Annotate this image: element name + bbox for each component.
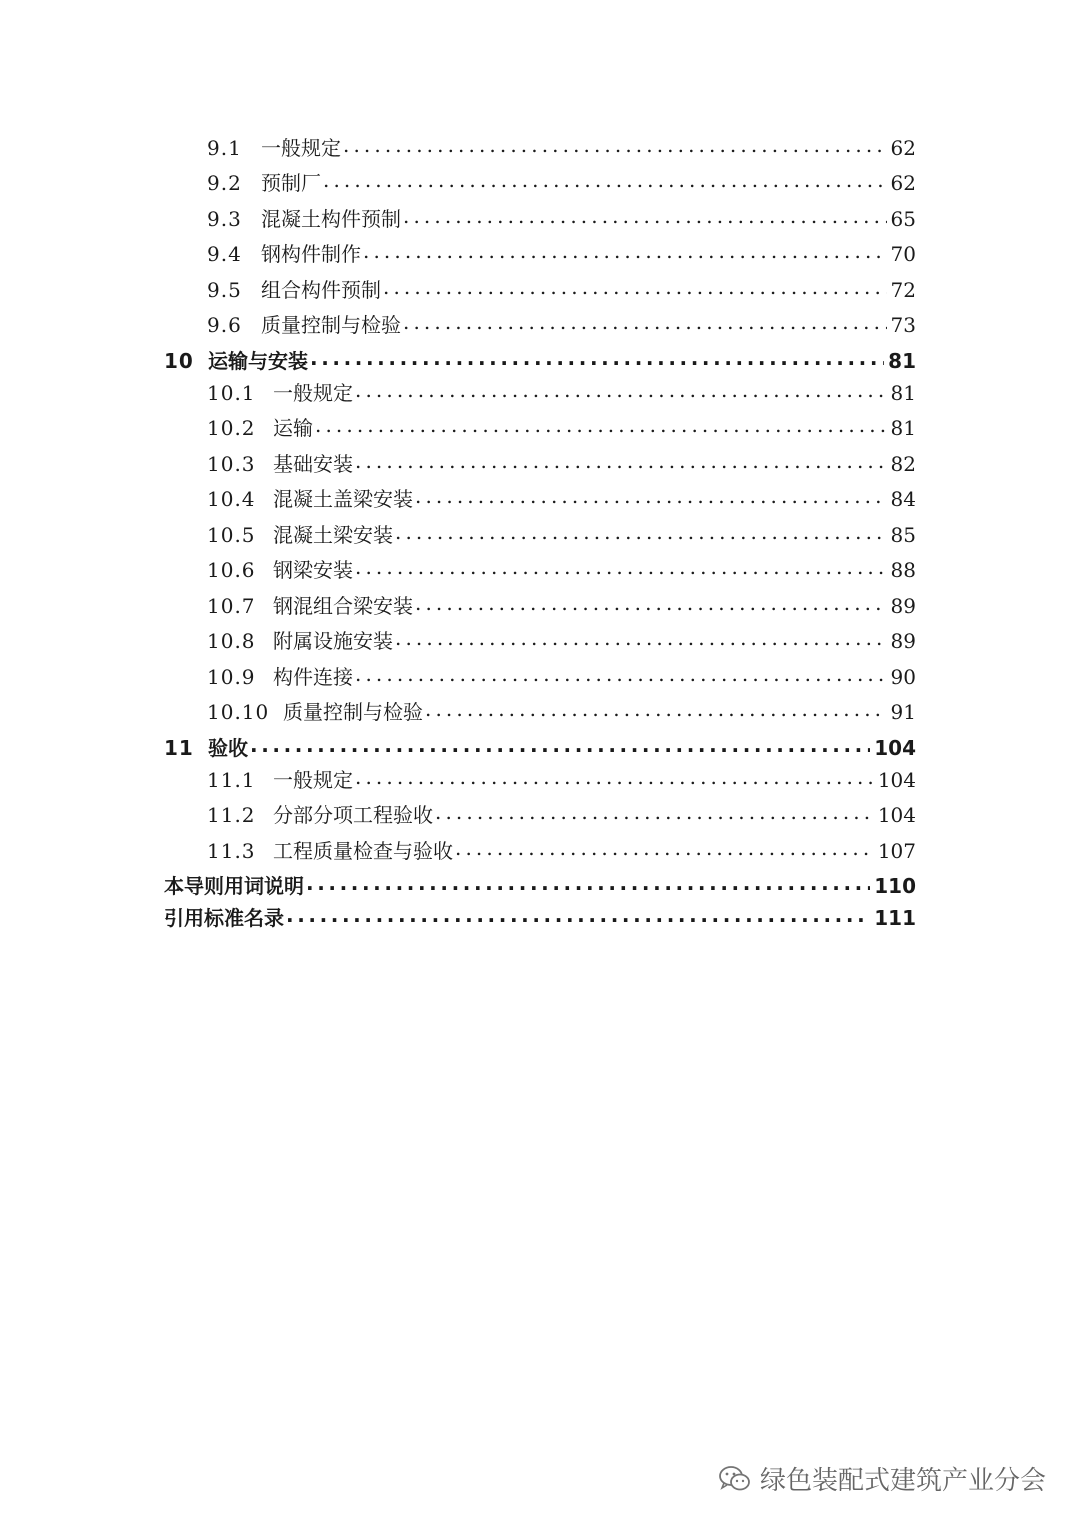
toc-entry-number: 9.5 [207, 278, 242, 302]
toc-entry-title: 钢梁安装 [273, 558, 353, 582]
toc-entry-title: 一般规定 [261, 136, 341, 160]
toc-entry-10-6[interactable] [164, 558, 916, 582]
toc-entry-11-2[interactable] [164, 803, 916, 827]
toc-entry-10-7[interactable] [164, 594, 916, 618]
toc-chapter-title: 运输与安装 [208, 349, 308, 373]
toc-entry-number: 10.10 [207, 700, 270, 724]
toc-entry-11-1[interactable] [164, 768, 916, 792]
toc-entry-number: 11.1 [207, 768, 256, 792]
toc-entry-10-9[interactable] [164, 665, 916, 689]
toc-chapter-page: 111 [874, 906, 916, 930]
toc-entry-page: 62 [890, 136, 916, 160]
toc-entry-number: 9.2 [207, 171, 242, 195]
toc-entry-title: 组合构件预制 [261, 278, 381, 302]
toc-entry-page: 62 [890, 171, 916, 195]
toc-entry-title: 质量控制与检验 [261, 313, 401, 337]
toc-leader-dots [383, 275, 887, 299]
toc-entry-title: 运输 [273, 416, 313, 440]
toc-entry-number: 11.3 [207, 839, 256, 863]
toc-leader-dots [403, 310, 887, 334]
toc-entry-number: 10.5 [207, 523, 256, 547]
toc-leader-dots [425, 697, 887, 721]
toc-entry-page: 85 [890, 523, 916, 547]
toc-leader-dots [355, 449, 887, 473]
toc-entry-10-5[interactable] [164, 523, 916, 547]
toc-entry-page: 89 [890, 594, 916, 618]
toc-entry-title: 钢构件制作 [261, 242, 361, 266]
toc-entry-page: 90 [890, 665, 916, 689]
toc-chapter-references[interactable] [164, 906, 916, 930]
toc-entry-title: 工程质量检查与验收 [273, 839, 453, 863]
toc-leader-dots [323, 168, 887, 192]
toc-entry-number: 11.2 [207, 803, 256, 827]
toc-chapter-page: 81 [888, 349, 916, 373]
toc-entry-title: 一般规定 [273, 768, 353, 792]
toc-leader-dots [355, 555, 887, 579]
toc-entry-number: 10.4 [207, 487, 256, 511]
toc-entry-10-2[interactable] [164, 416, 916, 440]
toc-entry-11-3[interactable] [164, 839, 916, 863]
toc-entry-9-2[interactable] [164, 171, 916, 195]
toc-leader-dots [286, 903, 870, 927]
toc-chapter-title: 引用标准名录 [164, 906, 284, 930]
toc-entry-title: 预制厂 [261, 171, 321, 195]
toc-entry-9-5[interactable] [164, 278, 916, 302]
toc-entry-number: 10.1 [207, 381, 256, 405]
toc-entry-title: 构件连接 [273, 665, 353, 689]
toc-entry-9-4[interactable] [164, 242, 916, 266]
toc-leader-dots [403, 204, 887, 228]
toc-entry-title: 钢混组合梁安装 [273, 594, 413, 618]
toc-entry-10-3[interactable] [164, 452, 916, 476]
toc-entry-page: 84 [890, 487, 916, 511]
toc-chapter-10[interactable] [164, 349, 916, 373]
toc-entry-page: 81 [890, 416, 916, 440]
toc-entry-page: 73 [890, 313, 916, 337]
toc-entry-title: 质量控制与检验 [283, 700, 423, 724]
toc-entry-9-3[interactable] [164, 207, 916, 231]
toc-leader-dots [415, 591, 887, 615]
toc-chapter-number: 11 [164, 736, 194, 760]
toc-entry-number: 9.3 [207, 207, 242, 231]
toc-leader-dots [395, 520, 887, 544]
toc-chapter-title: 本导则用词说明 [164, 874, 304, 898]
toc-entry-title: 基础安装 [273, 452, 353, 476]
toc-leader-dots [455, 836, 874, 860]
toc-entry-number: 10.2 [207, 416, 256, 440]
toc-chapter-number: 10 [164, 349, 194, 373]
toc-entry-10-8[interactable] [164, 629, 916, 653]
toc-entry-title: 附属设施安装 [273, 629, 393, 653]
toc-entry-number: 10.6 [207, 558, 256, 582]
toc-entry-page: 81 [890, 381, 916, 405]
toc-entry-10-4[interactable] [164, 487, 916, 511]
toc-entry-number: 10.7 [207, 594, 256, 618]
toc-chapter-title: 验收 [208, 736, 248, 760]
toc-leader-dots [306, 871, 870, 895]
toc-leader-dots [250, 733, 870, 757]
toc-entry-number: 9.6 [207, 313, 242, 337]
toc-entry-page: 104 [877, 768, 916, 792]
toc-entry-page: 65 [890, 207, 916, 231]
wechat-icon [718, 1464, 752, 1494]
toc-leader-dots [310, 346, 884, 370]
watermark-text: 绿色装配式建筑产业分会 [759, 1466, 1046, 1496]
toc-entry-number: 10.8 [207, 629, 256, 653]
toc-leader-dots [395, 626, 887, 650]
toc-entry-page: 72 [890, 278, 916, 302]
toc-chapter-terms[interactable] [164, 874, 916, 898]
toc-entry-page: 107 [877, 839, 916, 863]
toc-chapter-page: 104 [874, 736, 916, 760]
toc-entry-9-6[interactable] [164, 313, 916, 337]
toc-entry-page: 70 [890, 242, 916, 266]
toc-leader-dots [355, 662, 887, 686]
toc-leader-dots [355, 378, 887, 402]
toc-entry-title: 混凝土梁安装 [273, 523, 393, 547]
toc-leader-dots [355, 765, 874, 789]
toc-entry-page: 89 [890, 629, 916, 653]
toc-entry-9-1[interactable] [164, 136, 916, 160]
toc-entry-page: 104 [877, 803, 916, 827]
toc-entry-title: 混凝土盖梁安装 [273, 487, 413, 511]
toc-entry-10-1[interactable] [164, 381, 916, 405]
toc-leader-dots [343, 133, 887, 157]
toc-entry-title: 一般规定 [273, 381, 353, 405]
toc-entry-number: 10.9 [207, 665, 256, 689]
toc-entry-number: 9.1 [207, 136, 242, 160]
toc-entry-page: 91 [890, 700, 916, 724]
toc-chapter-page: 110 [874, 874, 916, 898]
toc-entry-number: 9.4 [207, 242, 242, 266]
toc-chapter-11[interactable] [164, 736, 916, 760]
toc-entry-number: 10.3 [207, 452, 256, 476]
toc-leader-dots [415, 484, 887, 508]
toc-entry-title: 混凝土构件预制 [261, 207, 401, 231]
toc-leader-dots [435, 800, 874, 824]
toc-leader-dots [315, 413, 887, 437]
toc-entry-title: 分部分项工程验收 [273, 803, 433, 827]
wechat-watermark [718, 1460, 1046, 1497]
toc-entry-10-10[interactable] [164, 700, 916, 724]
toc-leader-dots [363, 239, 887, 263]
toc-entry-page: 82 [890, 452, 916, 476]
toc-entry-page: 88 [890, 558, 916, 582]
